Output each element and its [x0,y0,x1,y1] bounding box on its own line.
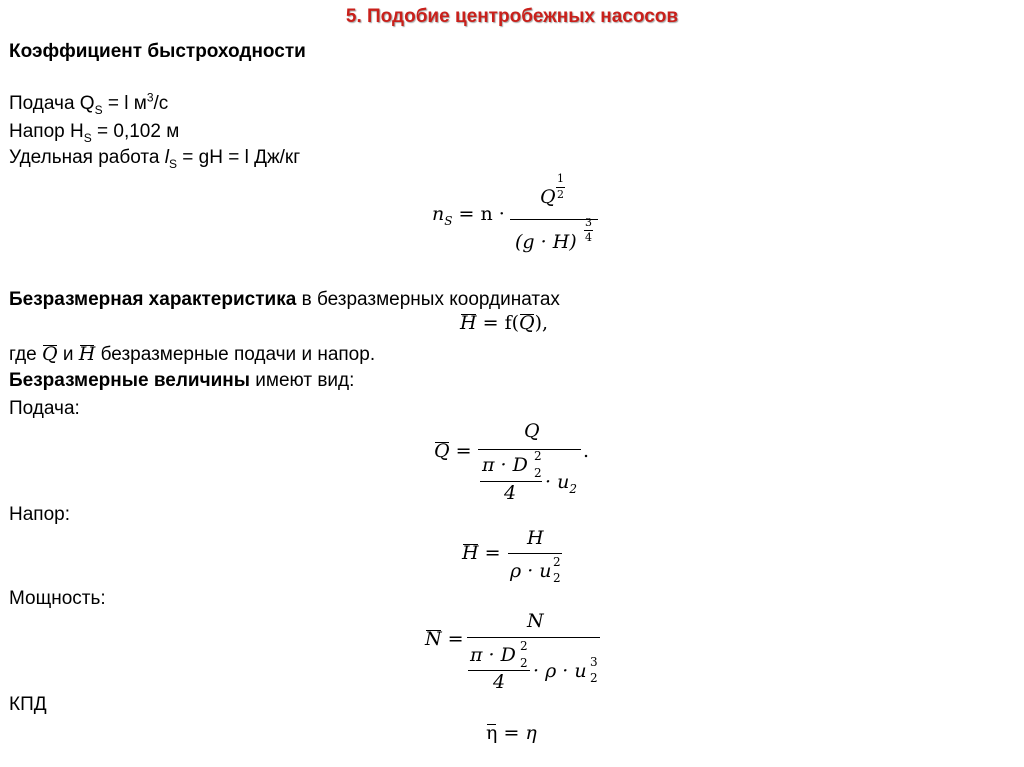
dim-char-bold: Безразмерная характеристика [9,289,297,310]
ns-den-exp-d: 4 [585,231,592,244]
ns-den-exp-n: 3 [585,216,592,229]
where-mid: и [57,344,79,365]
flow-label: Подача Q [9,93,95,114]
ns-lhs-sub: S [444,213,453,228]
flow-unit-sup: 3 [146,90,154,105]
nbar-lhs: N [425,628,442,650]
qbar-den-a-sub: 2 [534,466,542,480]
hbar-den-sup: 2 [553,555,561,569]
where-q: Q [42,343,58,365]
heading-specific-speed: Коэффициент быстроходности [9,41,306,62]
qbar-lhs: Q [434,440,450,462]
nbar-den-tail-sup: 3 [590,655,598,669]
nbar-den-a-sup: 2 [520,639,528,653]
flow-line [9,92,168,115]
nbar-den-tail: · ρ · u [533,660,587,682]
qbar-den-tail-sub: 2 [569,481,577,496]
nbar-den-b: 4 [493,671,506,693]
formula-eta [486,722,537,744]
qbar-eq: = [455,440,472,462]
ns-mult: = n · [458,203,505,225]
flow-sub: S [94,102,103,117]
eta-lhs: η [486,722,498,744]
label-efficiency: КПД [9,694,47,715]
ns-den: (g · H) [515,231,577,253]
head-value: = 0,102 м [91,121,180,142]
hbar-den-sub: 2 [553,571,561,585]
ns-num: Q [540,186,556,208]
work-line [9,146,300,169]
label-head: Напор: [9,504,70,525]
work-value: = gH = l Дж/кг [176,147,301,168]
nbar-num: N [527,610,544,632]
flow-unit-end: /с [153,93,169,114]
work-sub: S [168,156,177,171]
ns-num-exp-d: 2 [557,188,564,201]
flow-value: = l м [102,93,147,114]
eta-rhs: = η [503,722,537,744]
head-line [9,120,179,143]
head-label: Напор H [9,121,84,142]
hbar-lhs: H [462,542,479,564]
nbar-den-tail-sub: 2 [590,671,598,685]
hbar-den: ρ · u [510,560,552,582]
dim-char-rest: в безразмерных координатах [296,289,560,310]
nbar-den-a: π · D [470,644,516,666]
hbar-eq: = [484,542,501,564]
nbar-den-a-sub: 2 [520,656,528,670]
work-var: l [164,147,169,168]
nbar-eq: = [447,628,464,650]
qbar-end: . [583,440,590,462]
qbar-den-a: π · D [482,454,528,476]
qbar-num: Q [524,420,540,442]
ns-lhs: n [432,203,445,225]
work-label: Удельная работа [9,147,165,168]
slide-title: 5. Подобие центробежных насосов [345,6,679,27]
head-sub: S [83,130,92,145]
formula-hf [460,312,548,334]
qbar-den-b: 4 [504,482,517,504]
label-power: Мощность: [9,588,106,609]
hf-lhs: H [460,312,477,334]
where-line [9,343,375,366]
hbar-num: H [527,527,544,549]
dim-values-rest: имеют вид: [249,370,355,391]
ns-num-exp-n: 1 [557,172,564,185]
hf-arg: Q [519,312,535,334]
qbar-den-tail: · u [545,471,570,493]
hf-rhs: = f( [482,312,520,334]
where-post: безразмерные подачи и напор. [95,344,376,365]
dim-values-bold: Безразмерные величины [9,370,250,391]
where-pre: где [9,344,43,365]
dim-char-line [9,288,560,311]
dim-values-line [9,369,354,392]
hf-close: ), [534,312,549,334]
qbar-den-a-sup: 2 [534,449,542,463]
where-h: H [78,343,96,365]
label-flow: Подача: [9,398,80,419]
